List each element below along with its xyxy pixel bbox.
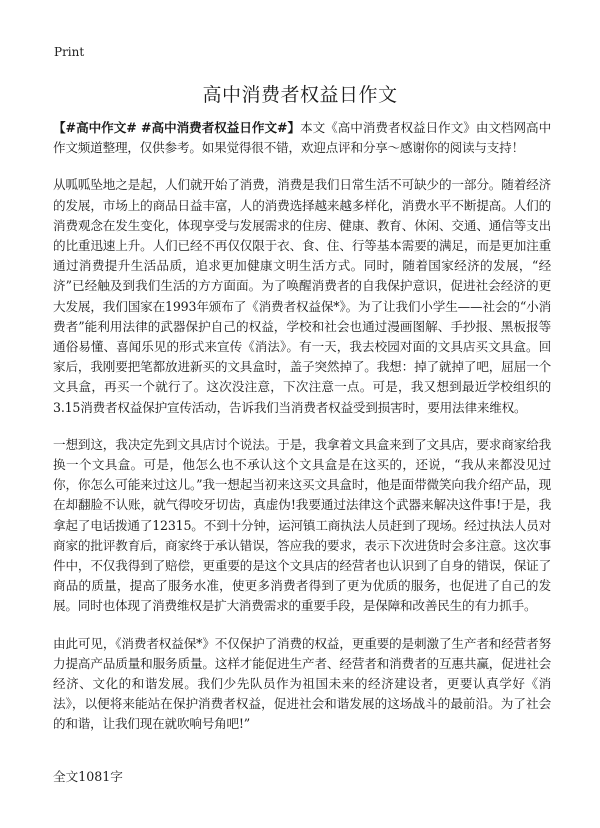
print-link[interactable]: Print (54, 45, 85, 59)
intro-paragraph (53, 118, 551, 158)
page-title: 高中消费者权益日作文 (202, 84, 398, 106)
paragraph-2: 一想到这，我决定先到文具店讨个说法。于是，我拿着文具盒来到了文具店，要求商家给我换一个文具盒。可是，他怎么也不承认这个文具盒是在这买的，还说，“我从来都没见过你，你怎么可能来过这儿。”我一想起当初来这买文具盒时，他是面带微笑向我介绍产品，现在却翻脸不认账，就气得咬牙切齿，真虚伪!我要通过法律这个武器来解决这件事!于是，我拿起了电话拨通了12315。不到十分钟，运河镇工商执法人员赶到了现场。经过执法人员对商家的批评教育后，商家终于承认错误，答应我的要求，表示下次进货时会多注意。这次事件中，不仅我得到了赔偿，更重要的是这个文具店的经营者也认识到了自身的错误，保证了商品的质量，提高了服务水准，使更多消费者得到了更为优质的服务，也促进了自己的发展。同时也体现了消费维权是扩大消费需求的重要手段，是保障和改善民生的有力抓手。 (53, 436, 551, 614)
article-body (53, 118, 551, 752)
intro-text: 本文《高中消费者权益日作文》由文档网高中作文频道整理，仅供参考。如果觉得很不错，欢迎点评和分享～感谢你的阅读与支持！ (53, 120, 551, 156)
tag-list: 【#高中作文# #高中消费者权益日作文#】 (53, 120, 301, 135)
paragraph-3: 由此可见，《消费者权益保*》不仅保护了消费的权益，更重要的是刺激了生产者和经营者努力提高产品质量和服务质量。这样才能促进生产者、经营者和消费者的互惠共赢，促进社会经济、文化的和谐发展。我们少先队员作为祖国未来的经济建设者，更要认真学好《消法》，以便将来能站在保护消费者权益，促进社会和谐发展的这场战斗的最前沿。为了社会的和谐，让我们现在就吹响号角吧!” (53, 635, 551, 732)
word-count: 全文1081字 (53, 769, 123, 784)
paragraph-1: 从呱呱坠地之是起，人们就开始了消费，消费是我们日常生活不可缺少的一部分。随着经济的发展，市场上的商品日益丰富，人的消费选择越来越多样化，消费水平不断提高。人们的消费观念在发生变化，体现享受与发展需求的住房、健康、教育、休闲、交通、通信等支出的比重迅速上升。人们已经不再仅仅限于衣、食、住、行等基本需要的满足，而是更加注重通过消费提升生活品质，追求更加健康文明生活方式。同时，随着国家经济的发展，“经济”已经触及到我们生活的方方面面。为了唤醒消费者的自我保护意识，促进社会经济的更大发展，我们国家在1993年颁布了《消费者权益保*》。为了让我们小学生——社会的“小消费者”能利用法律的武器保护自己的权益，学校和社会也通过漫画图解、手抄报、黑板报等通俗易懂、喜闻乐见的形式来宣传《消法》。有一天，我去校园对面的文具店买文具盒。回家后，我刚要把笔都放进新买的文具盒时，盖子突然掉了。我想：掉了就掉了吧，屈屈一个文具盒，再买一个就行了。这次没注意，下次注意一点。可是，我又想到最近学校组织的3.15消费者权益保护宣传活动，告诉我们当消费者权益受到损害时，要用法律来维权。 (53, 177, 551, 415)
